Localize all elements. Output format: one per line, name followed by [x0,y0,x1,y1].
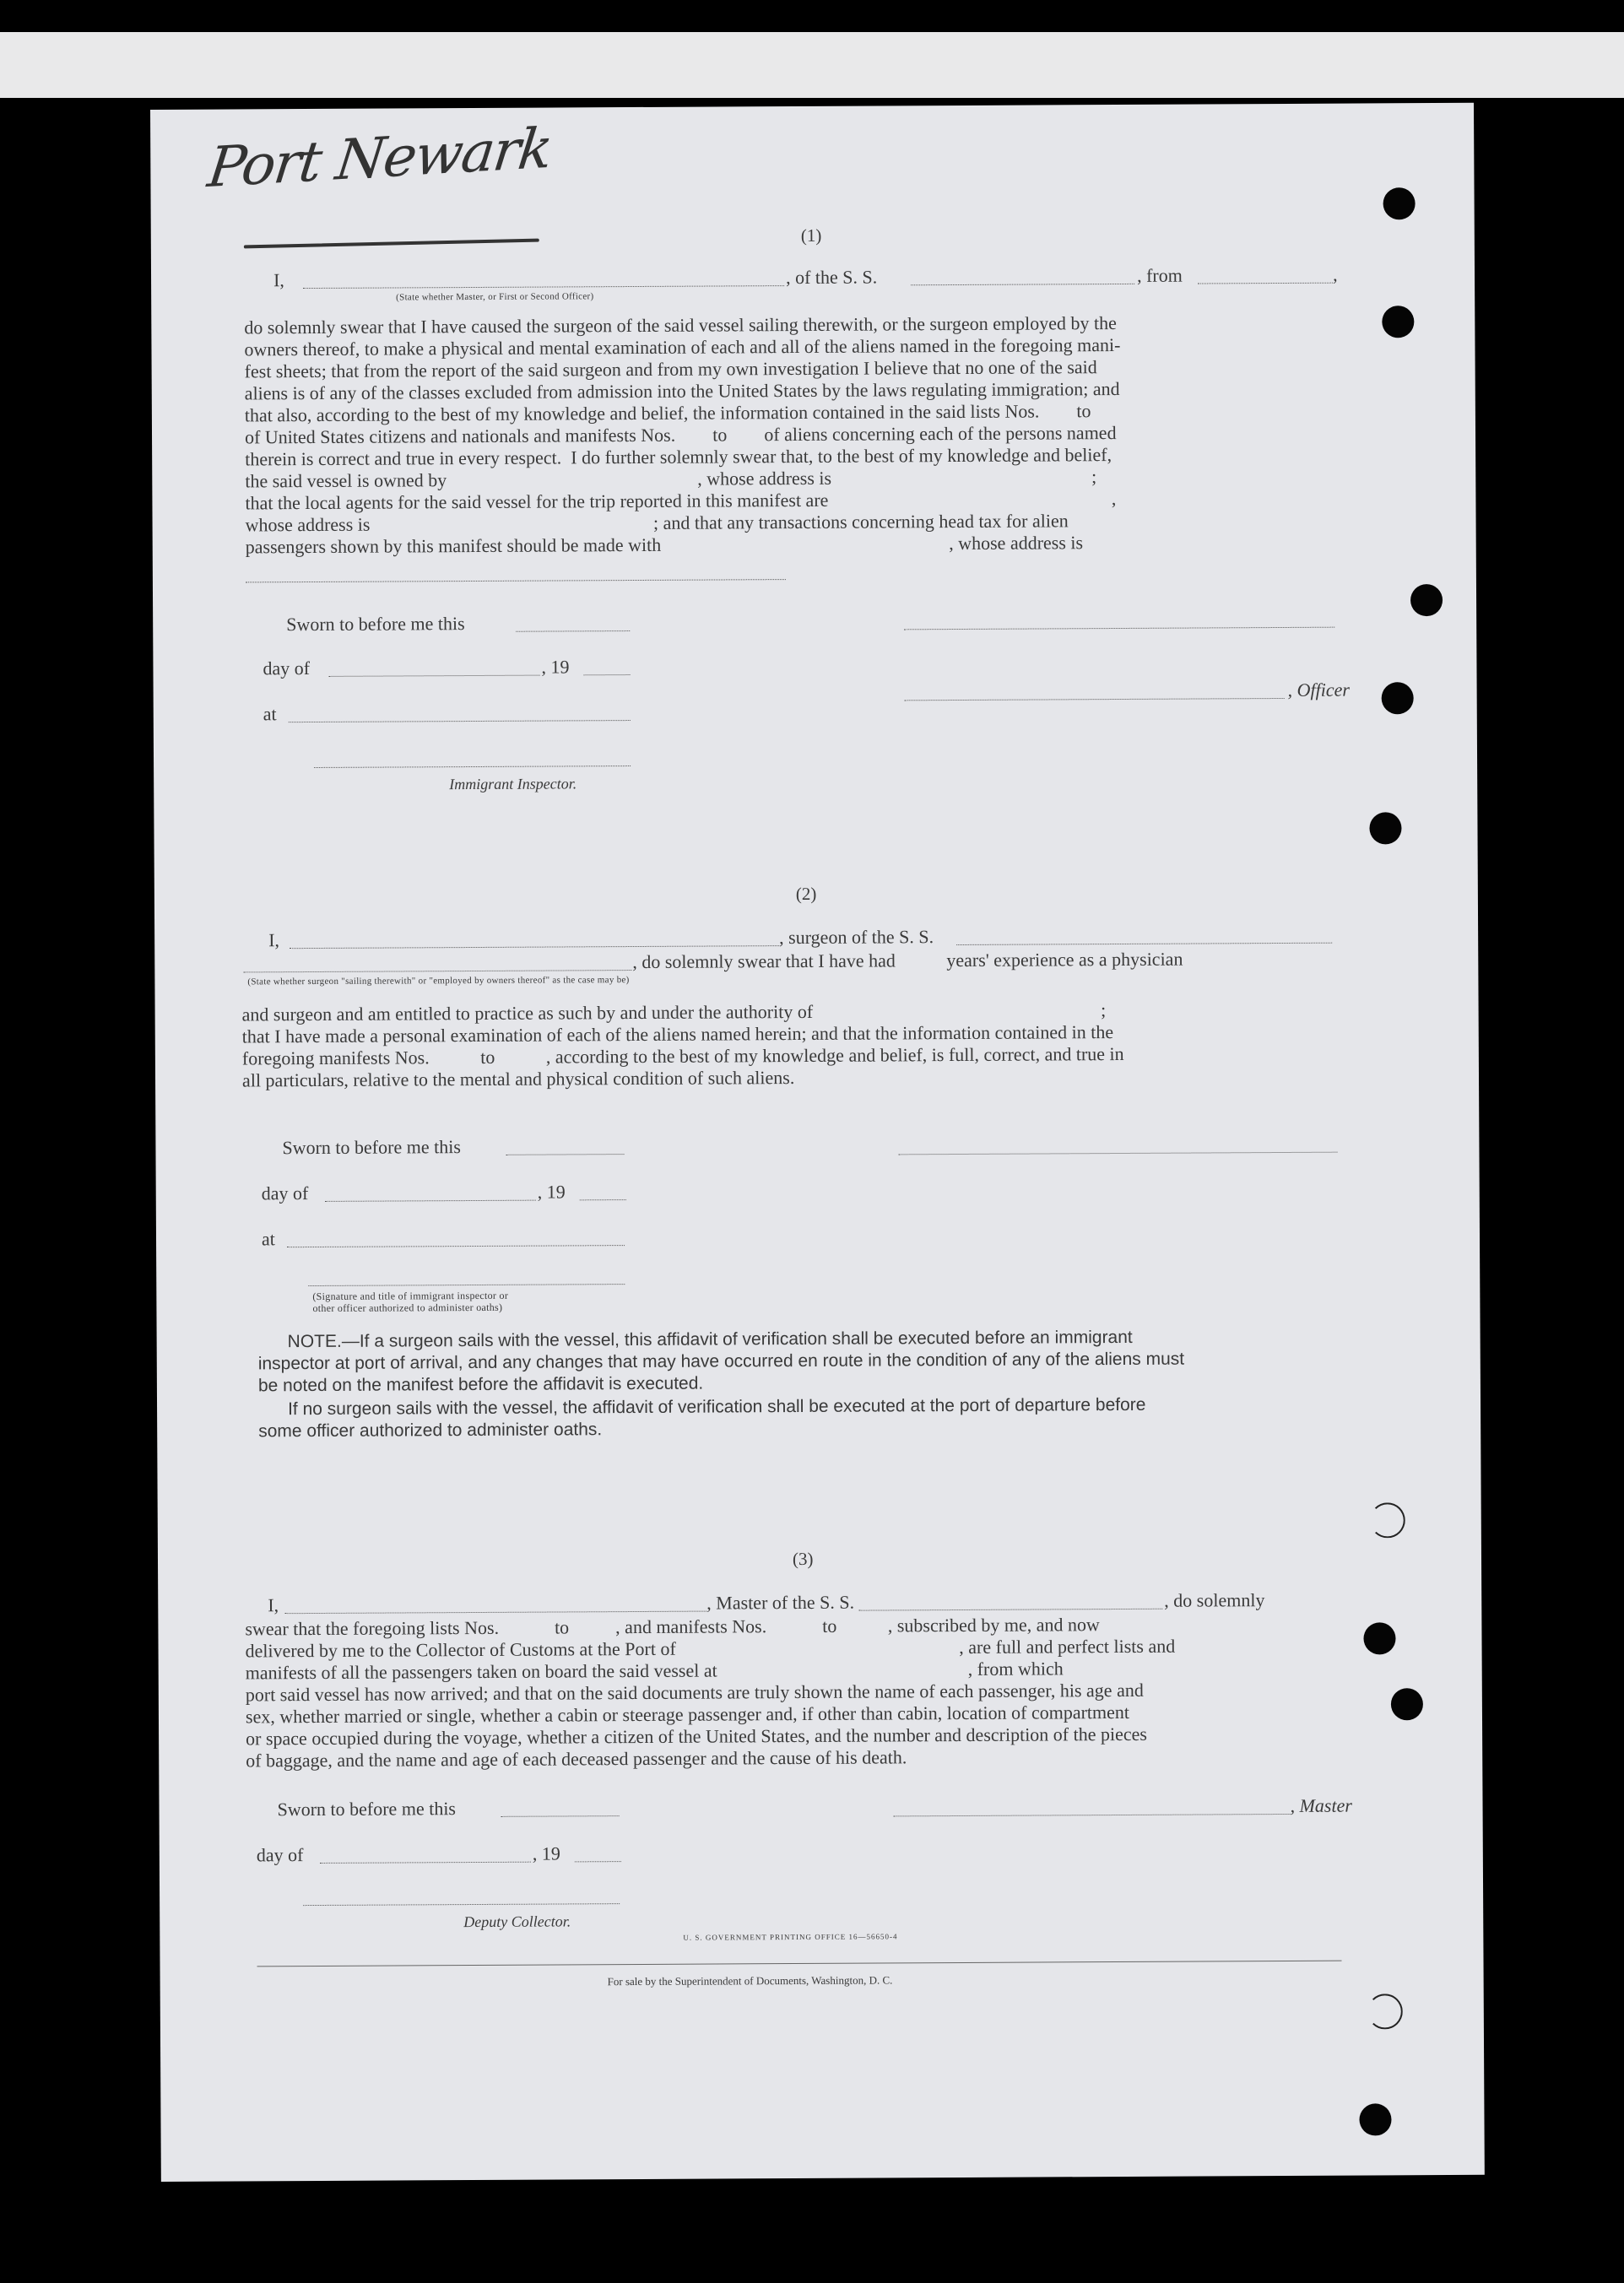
body-line: of United States citizens and nationals and manifests Nos. to of aliens concerning each of the persons named [244,422,1117,448]
label-i: I, [268,1594,279,1616]
body-line: swear that the foregoing lists Nos. to , and manifests Nos. to , subscribed by me, and now [245,1614,1100,1640]
punch-hole [1369,812,1401,844]
sworn-label: Sworn to before me this [286,613,465,636]
day-blank [320,1862,531,1864]
label-i: I, [268,929,280,951]
manifest-affidavit-page [150,103,1485,2182]
for-sale-note: For sale by the Superintendent of Documents, Washington, D. C. [607,1973,893,1988]
day-of-label: day of [256,1844,304,1866]
sig-hint: (Signature and title of immigrant inspector or [312,1289,509,1303]
year-label: , 19 [541,656,570,678]
label-master-of: , Master of the S. S. [706,1591,855,1614]
punch-hole [1363,1622,1395,1654]
from-port-blank [1198,283,1333,284]
sworn-date-blank [516,630,630,632]
surgeon-hint: (State whether surgeon "sailing therewith" or "employed by owners thereof" as the case may be) [247,975,630,987]
printing-office: U. S. GOVERNMENT PRINTING OFFICE 16—56650-4 [683,1932,898,1942]
surgeon-status-blank [243,970,631,972]
signature-blank [898,1152,1337,1155]
section-number: (2) [795,883,817,905]
punch-hole [1410,584,1443,616]
body-line: port said vessel has now arrived; and that on the said documents are truly shown the name of each passenger, his age and [245,1679,1144,1706]
master-signature-blank [894,1814,1291,1816]
body-line: delivered by me to the Collector of Customs at the Port of , are full and perfect lists and [245,1635,1176,1662]
body-line: owners thereof, to make a physical and mental examination of each and all of the aliens named in the foregoing mani- [244,333,1121,360]
handwritten-underline [244,239,539,249]
body-line: sex, whether married or single, whether a cabin or steerage passenger and, if other than cabin, location of compartment [245,1701,1130,1728]
body-line: foregoing manifests Nos. to , according to the best of my knowledge and belief, is full, correct, and true in [241,1042,1124,1069]
section2-body [242,998,1336,1092]
body-line: of baggage, and the name and age of each deceased passenger and the cause of his death. [246,1746,907,1772]
body-line: and surgeon and am entitled to practice as such by and under the authority of ; [241,999,1107,1025]
section1-body [244,311,1338,559]
swear-line: , do solemnly swear that I have had years' experience as a physician [632,948,1183,973]
vessel-name-blank [956,943,1332,945]
label-solemnly: , do solemnly [1164,1589,1265,1611]
label-surgeon-of: , surgeon of the S. S. [779,926,934,949]
day-of-label: day of [261,1182,309,1204]
master-name-blank [303,285,784,289]
master-label: , Master [1290,1794,1352,1816]
note-line: If no surgeon sails with the vessel, the affidavit of verification shall be executed at the port of departure before [288,1394,1146,1420]
body-line: whose address is ; and that any transactions concerning head tax for alien [245,510,1069,536]
body-line: that I have made a personal examination of each of the aliens named herein; and that the information contained in the [241,1021,1114,1047]
handwritten-note: Port Newark [204,116,555,201]
body-line: manifests of all the passengers taken on board the said vessel at , from which [245,1658,1064,1684]
body-line: the said vessel is owned by , whose address is ; [245,466,1097,492]
year-blank [584,674,631,675]
punch-hole [1382,682,1414,714]
sworn-date-blank [501,1815,620,1817]
master-hint: (State whether Master, or First or Second Officer) [396,291,594,303]
at-label: at [263,703,277,725]
section-number: (1) [800,225,822,246]
inspector-signature-blank [314,766,631,768]
punch-hole [1367,1994,1403,2029]
at-blank [287,1245,625,1247]
punch-hole [1391,1688,1423,1720]
signature-blank [904,627,1334,630]
note-line: NOTE.—If a surgeon sails with the vessel, this affidavit of verification shall be executed before an immigrant [287,1327,1133,1352]
sig-hint: other officer authorized to administer oaths) [312,1301,503,1315]
label-from: , from [1136,264,1183,286]
body-line: all particulars, relative to the mental and physical condition of such aliens. [241,1067,795,1091]
sworn-date-blank [506,1154,624,1155]
section3-body [245,1613,1343,1772]
punch-hole [1383,187,1416,219]
collector-signature-blank [303,1903,620,1906]
year-label: , 19 [532,1842,560,1864]
body-line: or space occupied during the voyage, whether a citizen of the United States, and the number and description of the pieces [246,1723,1148,1750]
label-of-ss: , of the S. S. [785,266,878,289]
sworn-label: Sworn to before me this [282,1136,461,1159]
inspector-signature-blank [308,1284,625,1286]
body-line: that also, according to the best of my knowledge and belief, the information contained in the said lists Nos. to [244,400,1091,426]
day-of-label: day of [263,657,311,679]
year-blank [575,1861,621,1862]
surgeon-name-blank [290,945,779,949]
body-line: therein is correct and true in every respect. I do further solemnly swear that, to the best of my knowledge and belief, [245,444,1112,470]
vessel-name-blank [911,284,1134,285]
body-line: fest sheets; that from the report of the said surgeon and from my own investigation I believe that no one of the said [244,356,1097,382]
at-blank [289,720,631,722]
scanner-bar [0,32,1624,98]
at-label: at [261,1228,275,1250]
comma: , [1332,263,1338,285]
year-blank [580,1199,626,1200]
punch-hole [1382,306,1414,338]
section-number: (3) [792,1548,814,1570]
address-blank [246,579,786,582]
collector-label: Deputy Collector. [463,1912,571,1931]
year-label: , 19 [537,1181,566,1203]
punch-hole [1359,2103,1391,2135]
footer-rule [257,1961,1342,1967]
sworn-label: Sworn to before me this [277,1798,457,1820]
day-blank [329,675,540,677]
note-line: be noted on the manifest before the affidavit is executed. [257,1373,704,1396]
body-line: aliens is of any of the classes excluded from admission into the United States by the laws regulating immigration; and [244,377,1120,404]
vessel-name-blank [858,1609,1162,1611]
note-line: inspector at port of arrival, and any changes that may have occurred en route in the condition of any of the aliens must [257,1349,1185,1374]
body-line: do solemnly swear that I have caused the surgeon of the said vessel sailing therewith, or the surgeon employed by the [244,312,1117,338]
label-i: I, [273,269,284,291]
body-line: that the local agents for the said vessel for the trip reported in this manifest are , [245,488,1117,514]
body-line: passengers shown by this manifest should be made with , whose address is [245,532,1084,558]
officer-blank [905,698,1285,701]
day-blank [325,1200,536,1202]
inspector-label: Immigrant Inspector. [449,775,577,793]
officer-label: , Officer [1287,679,1351,701]
master-name-blank [284,1611,706,1615]
punch-hole [1370,1502,1405,1538]
note-line: some officer authorized to administer oaths. [258,1420,603,1442]
